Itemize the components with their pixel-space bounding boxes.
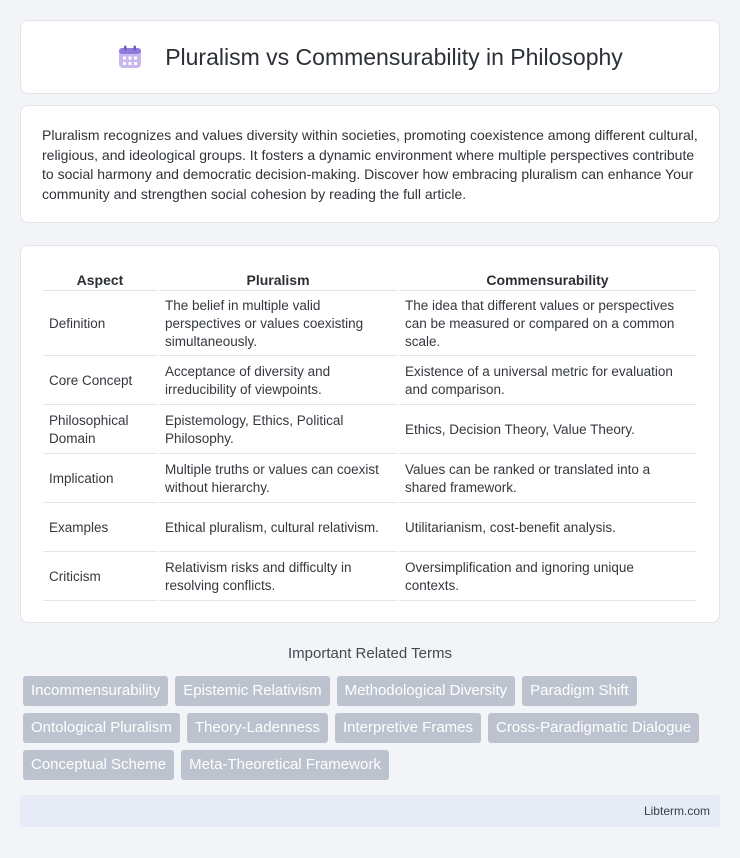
related-term-tag[interactable]: Epistemic Relativism (175, 676, 329, 706)
table-row (43, 407, 696, 454)
related-term-tag[interactable]: Ontological Pluralism (23, 713, 180, 743)
table-row (43, 293, 696, 356)
related-terms-list (23, 676, 723, 780)
related-term-tag[interactable]: Incommensurability (23, 676, 168, 706)
related-term-tag[interactable]: Interpretive Frames (335, 713, 481, 743)
cell-pluralism: Ethical pluralism, cultural relativism. (159, 505, 397, 552)
intro-card (20, 105, 720, 223)
related-term-tag[interactable]: Conceptual Scheme (23, 750, 174, 780)
cell-commensurability: The idea that different values or perspectives can be measured or compared on a common scale. (399, 293, 696, 356)
cell-pluralism: Epistemology, Ethics, Political Philosophy. (159, 407, 397, 454)
comparison-table (41, 266, 698, 603)
comparison-table-card (20, 245, 720, 623)
related-term-tag[interactable]: Cross-Paradigmatic Dialogue (488, 713, 699, 743)
cell-aspect: Definition (43, 293, 157, 356)
related-term-tag[interactable]: Methodological Diversity (337, 676, 516, 706)
cell-aspect: Examples (43, 505, 157, 552)
table-row (43, 456, 696, 503)
cell-commensurability: Ethics, Decision Theory, Value Theory. (399, 407, 696, 454)
header-pluralism: Pluralism (159, 268, 397, 291)
header-aspect: Aspect (43, 268, 157, 291)
cell-commensurability: Utilitarianism, cost-benefit analysis. (399, 505, 696, 552)
calendar-icon (117, 44, 143, 70)
cell-aspect: Criticism (43, 554, 157, 601)
cell-pluralism: The belief in multiple valid perspectives or values coexisting simultaneously. (159, 293, 397, 356)
cell-commensurability: Oversimplification and ignoring unique contexts. (399, 554, 696, 601)
table-row (43, 554, 696, 601)
footer (20, 795, 720, 827)
intro-text: Pluralism recognizes and values diversity within societies, promoting coexistence among different cultural, religious, and ideological groups. It fosters a dynamic environment where multiple perspectives contribute to social harmony and democratic decision-making. Discover how embracing pluralism can enhance Your community and strengthen social cohesion by reading the full article. (42, 127, 698, 202)
table-row (43, 505, 696, 552)
table-header-row (43, 268, 696, 291)
footer-site-link[interactable]: Libterm.com (643, 804, 710, 818)
header-commensurability: Commensurability (399, 268, 696, 291)
title-card (20, 20, 720, 94)
cell-aspect: Core Concept (43, 358, 157, 405)
cell-commensurability: Existence of a universal metric for evaluation and comparison. (399, 358, 696, 405)
related-term-tag[interactable]: Theory-Ladenness (187, 713, 328, 743)
cell-commensurability: Values can be ranked or translated into a shared framework. (399, 456, 696, 503)
cell-aspect: Implication (43, 456, 157, 503)
cell-pluralism: Relativism risks and difficulty in resolving conflicts. (159, 554, 397, 601)
cell-pluralism: Multiple truths or values can coexist without hierarchy. (159, 456, 397, 503)
table-row (43, 358, 696, 405)
cell-pluralism: Acceptance of diversity and irreducibility of viewpoints. (159, 358, 397, 405)
related-term-tag[interactable]: Paradigm Shift (522, 676, 636, 706)
cell-aspect: Philosophical Domain (43, 407, 157, 454)
page-title: Pluralism vs Commensurability in Philosophy (165, 43, 623, 70)
related-terms-title: Important Related Terms (288, 645, 452, 662)
related-term-tag[interactable]: Meta-Theoretical Framework (181, 750, 389, 780)
